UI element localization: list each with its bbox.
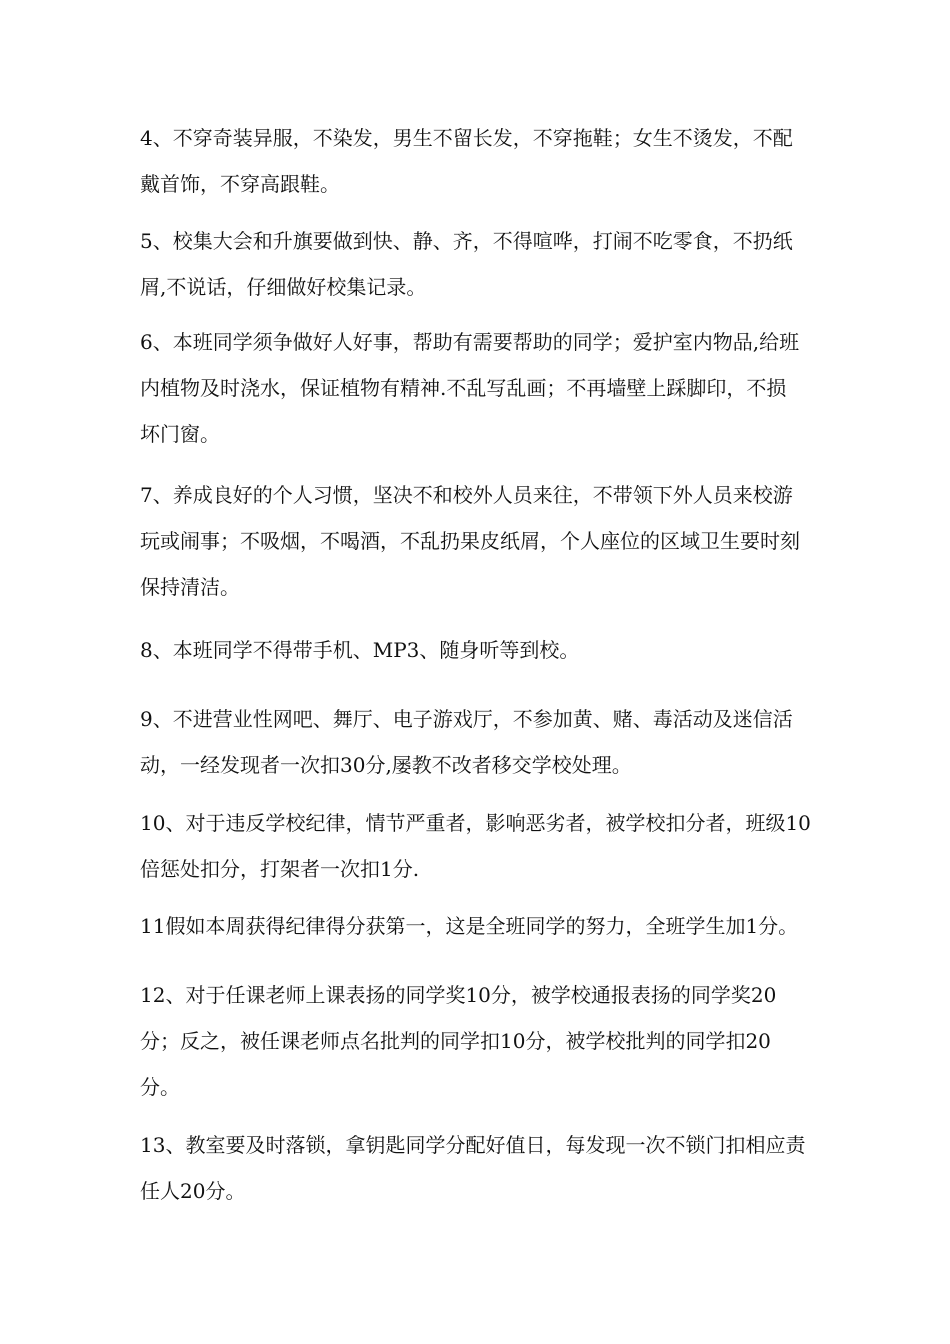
text-line: 8、本班同学不得带手机、MP3、随身听等到校。 — [140, 638, 580, 662]
rule-item-10 — [140, 800, 820, 892]
text-line: 分。 — [140, 1075, 180, 1099]
text-line: 12、对于任课老师上课表扬的同学奖10分，被学校通报表扬的同学奖20 — [140, 983, 777, 1007]
text-line: 10、对于违反学校纪律，情节严重者，影响恶劣者，被学校扣分者，班级10 — [140, 811, 811, 835]
text-line: 5、校集大会和升旗要做到快、静、齐，不得喧哗，打闹不吃零食，不扔纸 — [140, 229, 793, 253]
rule-item-7 — [140, 472, 820, 610]
text-line: 7、养成良好的个人习惯，坚决不和校外人员来往，不带领下外人员来校游 — [140, 483, 793, 507]
text-line: 保持清洁。 — [140, 575, 240, 599]
text-line: 4、不穿奇装异服，不染发，男生不留长发，不穿拖鞋；女生不烫发，不配 — [140, 126, 793, 150]
rule-item-5 — [140, 218, 820, 310]
text-line: 13、教室要及时落锁，拿钥匙同学分配好值日，每发现一次不锁门扣相应责 — [140, 1133, 806, 1157]
rule-item-6 — [140, 319, 820, 457]
rule-item-12 — [140, 972, 820, 1110]
text-line: 6、本班同学须争做好人好事，帮助有需要帮助的同学；爱护室内物品,给班 — [140, 330, 800, 354]
text-line: 9、不进营业性网吧、舞厅、电子游戏厅，不参加黄、赌、毒活动及迷信活 — [140, 707, 793, 731]
text-line: 坏门窗。 — [140, 422, 220, 446]
text-line: 屑,不说话，仔细做好校集记录。 — [140, 275, 427, 299]
rule-item-8 — [140, 627, 820, 673]
text-line: 戴首饰，不穿高跟鞋。 — [140, 172, 340, 196]
text-line: 内植物及时浇水，保证植物有精神.不乱写乱画；不再墙壁上踩脚印，不损 — [140, 376, 787, 400]
text-line: 倍惩处扣分，打架者一次扣1分. — [140, 857, 420, 881]
text-line: 玩或闹事；不吸烟，不喝酒，不乱扔果皮纸屑，个人座位的区域卫生要时刻 — [140, 529, 800, 553]
text-line: 分；反之，被任课老师点名批判的同学扣10分，被学校批判的同学扣20 — [140, 1029, 771, 1053]
rule-item-9 — [140, 696, 820, 788]
text-line: 11假如本周获得纪律得分获第一，这是全班同学的努力，全班学生加1分。 — [140, 914, 799, 938]
text-line: 动，一经发现者一次扣30分,屡教不改者移交学校处理。 — [140, 753, 632, 777]
rule-item-13 — [140, 1122, 820, 1214]
text-line: 任人20分。 — [140, 1179, 246, 1203]
rule-item-11 — [140, 903, 820, 949]
rule-item-4 — [140, 115, 820, 207]
